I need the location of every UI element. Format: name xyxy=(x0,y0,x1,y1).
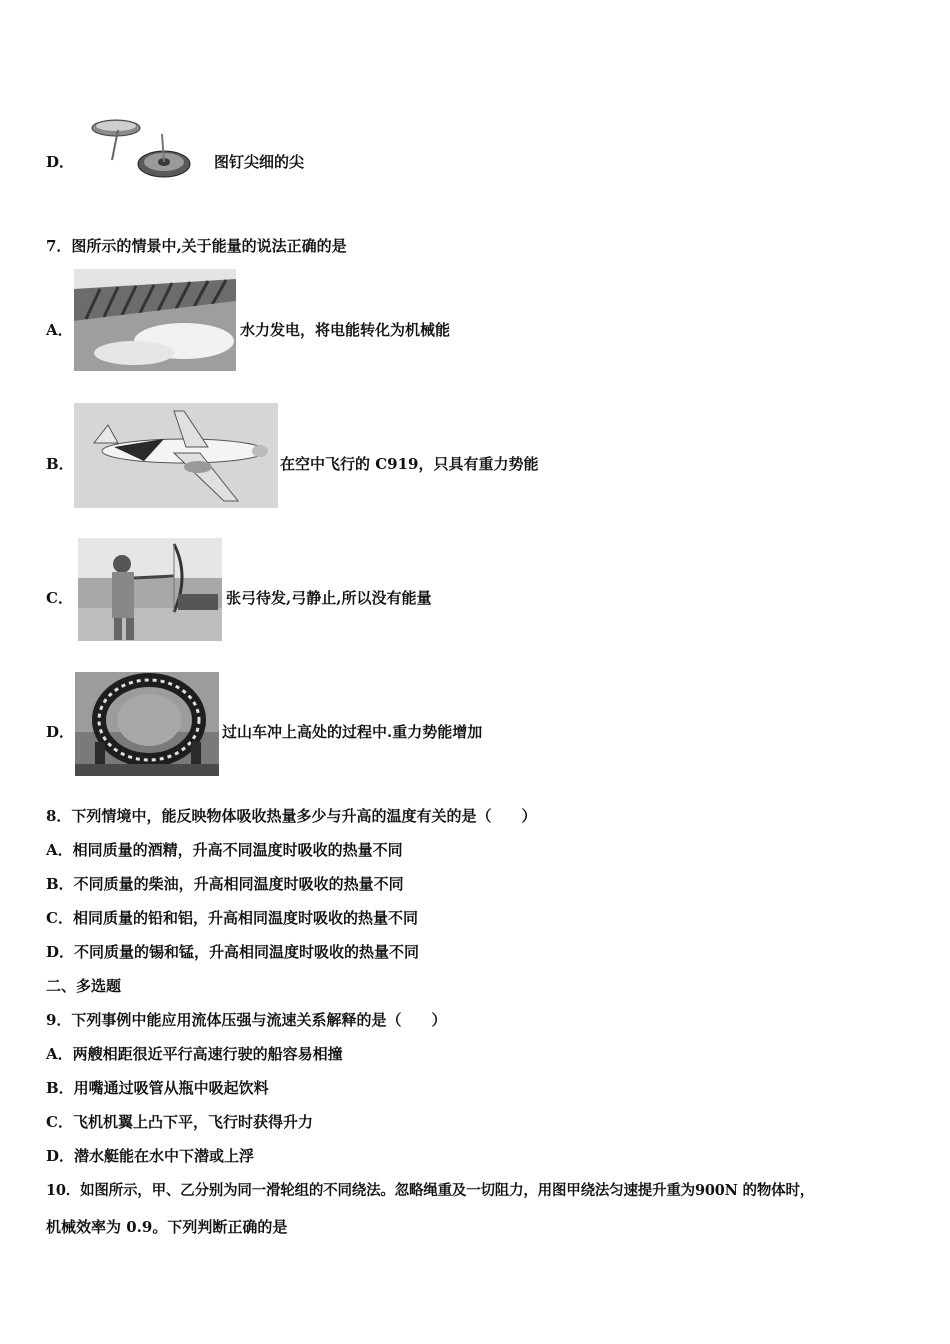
roller-coaster-loop-photo-icon xyxy=(75,672,219,776)
q7-option-d-label: D． xyxy=(46,723,75,741)
q7-option-b-text: 在空中飞行的 C919，只具有重力势能 xyxy=(280,455,539,473)
q6-option-d-label: D． xyxy=(46,153,75,171)
q8-stem: 8．下列情境中，能反映物体吸收热量多少与升高的温度有关的是（ ） xyxy=(46,807,537,825)
q6-option-d-text: 图钉尖细的尖 xyxy=(214,153,305,171)
q9-option-d: D．潜水艇能在水中下潜或上浮 xyxy=(46,1147,255,1165)
q9-option-b: B．用嘴通过吸管从瓶中吸起饮料 xyxy=(46,1079,269,1097)
airplane-photo-icon xyxy=(74,403,278,508)
q8-option-c: C．相同质量的铅和铝，升高相同温度时吸收的热量不同 xyxy=(46,909,418,927)
q7-option-c-label: C． xyxy=(46,589,73,607)
q8-option-a: A．相同质量的酒精，升高不同温度时吸收的热量不同 xyxy=(46,841,403,859)
q8-option-b: B．不同质量的柴油，升高相同温度时吸收的热量不同 xyxy=(46,875,404,893)
q9-option-c: C．飞机机翼上凸下平，飞行时获得升力 xyxy=(46,1113,313,1131)
section-title-multiple-choice: 二、多选题 xyxy=(46,977,122,995)
q7-option-c-text: 张弓待发,弓静止,所以没有能量 xyxy=(226,589,432,607)
q9-stem: 9．下列事例中能应用流体压强与流速关系解释的是（ ） xyxy=(46,1011,447,1029)
q10-stem-line1: 10．如图所示，甲、乙分别为同一滑轮组的不同绕法。忽略绳重及一切阻力，用图甲绕法匀速提升重为900N 的物体时， xyxy=(46,1182,815,1199)
q7-option-a-label: A． xyxy=(46,321,73,339)
archer-photo-icon xyxy=(78,538,222,641)
q8-option-d: D．不同质量的锡和锰，升高相同温度时吸收的热量不同 xyxy=(46,943,420,961)
thumbtack-icon xyxy=(86,112,196,184)
q7-option-b-label: B． xyxy=(46,455,74,473)
dam-spillway-photo-icon xyxy=(74,269,236,371)
q7-option-d-text: 过山车冲上高处的过程中.重力势能增加 xyxy=(222,723,483,741)
q7-option-a-text: 水力发电，将电能转化为机械能 xyxy=(240,321,451,339)
q7-stem: 7．图所示的情景中,关于能量的说法正确的是 xyxy=(46,237,347,255)
q9-option-a: A．两艘相距很近平行高速行驶的船容易相撞 xyxy=(46,1045,343,1063)
q10-stem-line2: 机械效率为 0.9。下列判断正确的是 xyxy=(46,1218,288,1236)
